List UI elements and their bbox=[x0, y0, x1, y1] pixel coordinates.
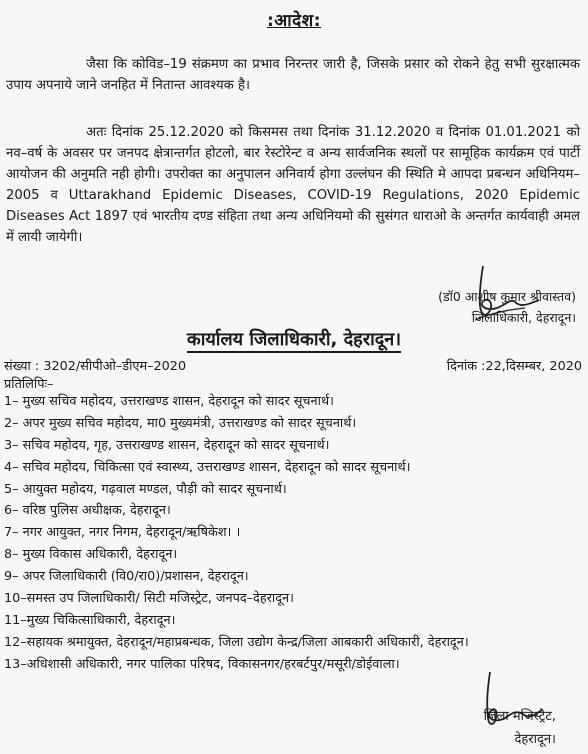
reference-number: संख्या : 3202/सीपीओ–डीएम–2020 bbox=[4, 359, 187, 374]
order-title-text: :आदेश: bbox=[266, 11, 322, 31]
recipient-item: 2– अपर मुख्य सचिव महोदय, मा0 मुख्यमंत्री, उत्तराखण्ड को सादर सूचनार्थ। bbox=[4, 415, 357, 431]
signatory-block bbox=[438, 286, 576, 328]
recipient-item: 1– मुख्य सचिव महोदय, उत्तराखण्ड शासन, देहरादून को सादर सूचनार्थ। bbox=[4, 394, 334, 409]
recipient-item: 8– मुख्य विकास अधिकारी, देहरादून। bbox=[4, 547, 178, 563]
office-heading-text: कार्यालय जिलाधिकारी, देहरादून। bbox=[187, 329, 401, 353]
signatory-designation: जिलाधिकारी, देहरादून। bbox=[471, 310, 576, 325]
footer-signature-block bbox=[484, 705, 556, 751]
recipient-list bbox=[4, 391, 584, 676]
recipient-item: 6– वरिष्ठ पुलिस अधीक्षक, देहरादून। bbox=[4, 503, 171, 519]
footer-designation: जिला मजिस्ट्रेट, bbox=[483, 709, 556, 724]
recipient-item: 13–अधिशासी अधिकारी, नगर पालिका परिषद, विकासनगर/हरबर्टपुर/मसूरी/डोईवाला। bbox=[4, 656, 400, 672]
recipient-item: 11–मुख्य चिकित्साधिकारी, देहरादून। bbox=[4, 612, 176, 628]
intro-paragraph: जैसा कि कोविड–19 संक्रमण का प्रभाव निरन्तर जारी है, जिसके प्रसार को रोकने हेतु सभी सुरक्षात्मक उपाय अपनाये जाने जनहित में नितान्त आवश्यक है। bbox=[6, 57, 580, 93]
recipient-item: 10–समस्त उप जिलाधिकारी/ सिटी मजिस्ट्रेट, जनपद–देहरादून। bbox=[4, 591, 294, 607]
reference-row bbox=[4, 356, 582, 374]
order-title bbox=[0, 8, 588, 31]
footer-place: देहरादून। bbox=[514, 732, 556, 747]
order-paragraph: अतः दिनांक 25.12.2020 को किसमस तथा दिनांक 31.12.2020 व दिनांक 01.01.2021 को नव–वर्ष के अवसर पर जनपद क्षेत्रान्तर्गत होटलो, बार रेस्टोरेन्ट व अन्य सार्वजनिक स्थलों पर सामूहिक कार्यक्रम एवं पार्टी आयोजन की अनुमति नही होगी। उपरोक्त का अनुपालन अनिवार्य होगा उल्लंघन की स्थिति मे आपदा प्रबन्धन अधिनियम–2005 व Uttarakhand Epidemic Diseases, COVID-19 Regulations, 2020 Epidemic Diseases Act 1897 एवं भारतीय दण्ड संहिता तथा अन्य अधिनियमो की सुसंगत धाराओ के अन्तर्गत कार्यवाही अमल में लायी जायेगी। bbox=[6, 125, 580, 245]
reference-date: दिनांक :22,दिसम्बर, 2020 bbox=[446, 359, 582, 374]
recipient-item: 9– अपर जिलाधिकारी (वि0/रा0)/प्रशासन, देहरादून। bbox=[4, 569, 249, 585]
recipient-item: 12–सहायक श्रमायुक्त, देहरादून/महाप्रबन्धक, जिला उद्योग केन्द्र/जिला आबकारी अधिकारी, देहरादून। bbox=[4, 634, 469, 650]
recipient-item: 4– सचिव महोदय, चिकित्सा एवं स्वास्थ्य, उत्तराखण्ड शासन, देहरादून को सादर सूचनार्थ। bbox=[4, 459, 411, 475]
office-heading bbox=[0, 327, 588, 351]
recipient-item: 3– सचिव महोदय, गृह, उत्तराखण्ड शासन, देहरादून को सादर सूचनार्थ। bbox=[4, 437, 330, 453]
copy-to-label: प्रतिलिपिः– bbox=[4, 377, 54, 392]
recipient-item: 7– नगर आयुक्त, नगर निगम, देहरादून/ऋषिकेश। । bbox=[4, 525, 241, 541]
recipient-item: 5– आयुक्त महोदय, गढ़वाल मण्डल, पौड़ी को सादर सूचनार्थ। bbox=[4, 481, 287, 497]
signatory-name: (डॉ0 आशीष कुमार श्रीवास्तव) bbox=[438, 289, 576, 304]
